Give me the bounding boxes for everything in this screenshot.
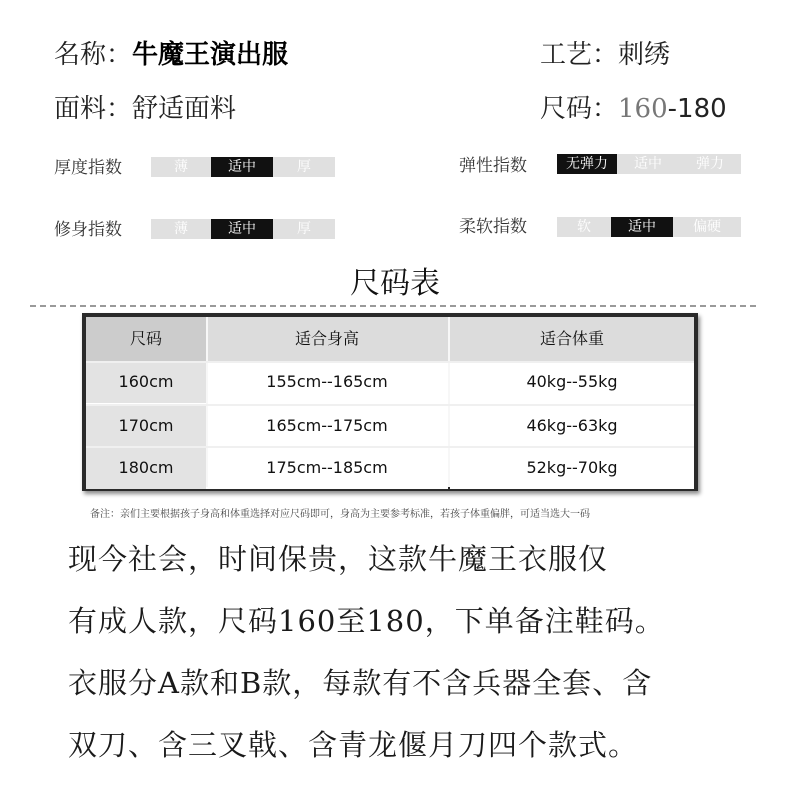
description-line: 现今社会，时间保贵，这款牛魔王衣服仅: [68, 542, 609, 576]
row-weight: 46kg--63kg: [450, 405, 694, 447]
table-header-row: [86, 317, 694, 361]
row-height: 155cm--165cm: [206, 361, 448, 403]
size-table-title: 尺码表: [350, 266, 440, 301]
header-weight: 适合体重: [450, 317, 694, 361]
softness-index-scale: [557, 217, 741, 237]
row-height: 175cm--185cm: [206, 447, 448, 489]
fit-index-scale: [151, 219, 335, 239]
description-paragraph: [68, 528, 768, 776]
name-label: 名称：: [54, 40, 133, 70]
craft-label: 工艺：: [540, 40, 619, 70]
fit-option-medium: 适中: [211, 219, 273, 239]
craft-line: [540, 40, 670, 70]
name-value: 牛魔王演出服: [132, 40, 289, 70]
fabric-label: 面料：: [54, 94, 133, 124]
elasticity-option-medium: 适中: [617, 154, 679, 174]
column-divider: [448, 317, 450, 487]
elasticity-option-none: 无弹力: [557, 154, 617, 174]
size-value-start: 160: [618, 94, 668, 124]
size-label: 尺码：: [540, 94, 619, 124]
description-line: 双刀、含三叉戟、含青龙偃月刀四个款式。: [68, 728, 639, 762]
row-weight: 40kg--55kg: [450, 361, 694, 403]
row-height: 165cm--175cm: [206, 405, 448, 447]
size-table-note: 备注：亲们主要根据孩子身高和体重选择对应尺码即可，身高为主要参考标准，若孩子体重偏胖，可适当选大一码: [90, 509, 590, 520]
description-line: 衣服分A款和B款，每款有不含兵器全套、含: [68, 666, 653, 700]
row-size: 170cm: [86, 405, 206, 447]
elasticity-option-stretch: 弹力: [679, 154, 741, 174]
row-size: 180cm: [86, 447, 206, 489]
row-size: 160cm: [86, 361, 206, 403]
elasticity-index-label: 弹性指数: [459, 156, 527, 176]
row-weight: 52kg--70kg: [450, 447, 694, 489]
thickness-option-thick: 厚: [273, 157, 335, 177]
elasticity-index-scale: [557, 154, 741, 174]
dashed-divider: [30, 305, 756, 307]
softness-option-medium: 适中: [611, 217, 673, 237]
fabric-value: 舒适面料: [132, 94, 237, 124]
fabric-line: [54, 94, 236, 124]
fit-option-thick: 厚: [273, 219, 335, 239]
table-row: [86, 361, 694, 403]
header-height: 适合身高: [206, 317, 448, 361]
size-table: [82, 313, 698, 491]
column-divider: [206, 317, 208, 487]
product-name-line: [54, 40, 288, 70]
header-size: 尺码: [86, 317, 206, 361]
thickness-option-thin: 薄: [151, 157, 211, 177]
thickness-option-medium: 适中: [211, 157, 273, 177]
table-row: [86, 447, 694, 489]
fit-option-thin: 薄: [151, 219, 211, 239]
softness-option-hard: 偏硬: [673, 217, 741, 237]
size-line: [540, 94, 727, 124]
thickness-index-label: 厚度指数: [54, 158, 122, 178]
row-divider: [86, 446, 694, 448]
fit-index-label: 修身指数: [54, 220, 122, 240]
thickness-index-scale: [151, 157, 335, 177]
row-divider: [86, 404, 694, 406]
description-line: 有成人款，尺码160至180，下单备注鞋码。: [68, 604, 665, 638]
softness-option-soft: 软: [557, 217, 611, 237]
row-divider: [86, 361, 694, 363]
softness-index-label: 柔软指数: [459, 217, 527, 237]
table-row: [86, 405, 694, 447]
size-value-end: -180: [667, 94, 727, 124]
craft-value: 刺绣: [618, 40, 671, 70]
